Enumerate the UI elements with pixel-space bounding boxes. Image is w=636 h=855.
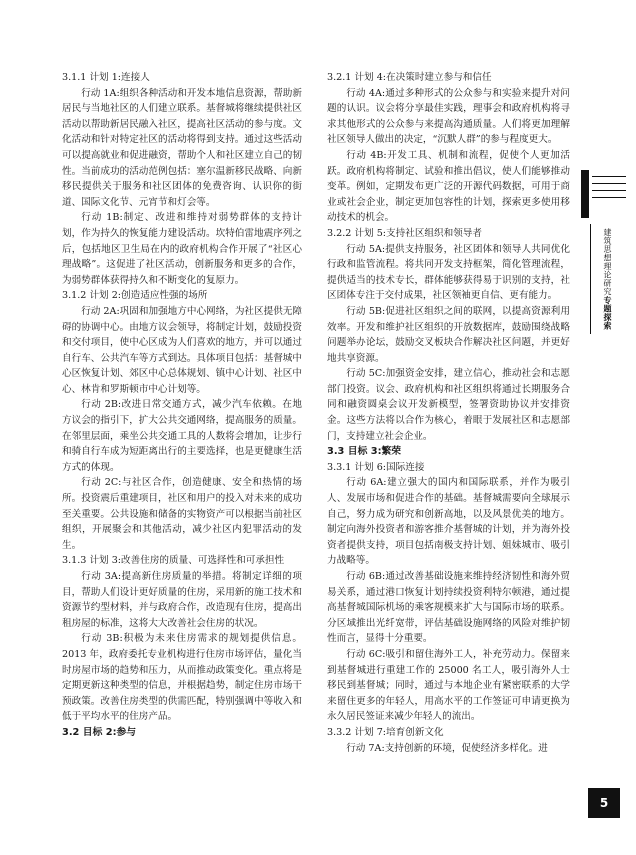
paragraph: 行动 4A:通过多种形式的公众参与和实验来提升对问题的认识。议会将分享最佳实践，理事会和政府机构将寻求其他形式的公众参与来提高沟通质量。人们将更加理解社区领导人做出的决定，“沉默人群”的参与程度更大。 (327, 87, 570, 146)
left-column (62, 70, 302, 741)
paragraph: 行动 2C:与社区合作，创造健康、安全和热情的场所。投资震后重建项目，社区和用户的投入对未来的成功至关重要。公共设施和储备的实物资产可以根据当前社区组织，开展聚会和其他活动，减少社区内犯罪活动的发生。 (62, 477, 302, 551)
running-section-label-bold: 专题探索 (603, 296, 612, 330)
paragraph: 行动 3A:提高新住房质量的举措。将制定详细的项目，帮助人们设计更好质量的住房，采用新的施工技术和资源节约型材料，并与政府合作，改造现有住房，提高出租房屋的标准，这将大大改善社会住房的状况。 (62, 571, 302, 629)
paragraph: 行动 1A:组织各种活动和开发本地信息资源，帮助新居民与当地社区的人们建立联系。基督城将继续提供社区活动以帮助新居民融入社区，提高社区活动的参与度。文化活动和针对特定社区的活动将得到支持。通过这些活动可以提高就业和促进融资，帮助个人和社区建立自己的韧性。当前成功的活动范例包括：塞尔温新移民战略、向新移民提供关于服务和社区团体的免费咨询、认识你的街道、国际文化节、元宵节和灯会等。 (62, 87, 302, 208)
paragraph: 行动 2B:改进日常交通方式，减少汽车依赖。在地方议会的指引下，扩大公共交通网络，提高服务的质量。在邻里层面，乘坐公共交通工具的人数将会增加，让步行和骑自行车成为短距离出行的主要选择，也是更健康生活方式的体现。 (62, 399, 302, 473)
paragraph: 行动 3B:积极为未来住房需求的规划提供信息。2013 年，政府委托专业机构进行住房市场评估，量化当时房屋市场的趋势和压力，从而推动政策变化。重点将是定期更新这种类型的信息，并根据趋势，制定住房市场干预政策。改善住房类型的供需匹配，特别强调中等收入和低于平均水平的住房产品。 (62, 633, 302, 723)
side-tab-band (581, 170, 589, 218)
paragraph: 行动 7A:支持创新的环境，促使经济多样化。进 (346, 742, 548, 754)
running-section-label-plain: 建筑思想理论研究 (603, 228, 612, 296)
paragraph: 行动 6B:通过改善基础设施来维持经济韧性和海外贸易关系，通过港口恢复计划持续投资利特尔顿港，通过提高基督城国际机场的乘客规模来扩大与国际市场的联系。分区域推出光纤宽带，评估基础设施网络的风险对维护韧性而言，显得十分重要。 (327, 571, 570, 645)
paragraph: 行动 5A:提供支持服务，社区团体和领导人共同优化行政和监管流程。将共同开发支持框架，简化管理流程，提供适当的技术专长，群体能够获得易于识别的支持，社区团体专注于交付成果，社区领袖更自信、更有能力。 (327, 243, 570, 302)
subsection-heading: 3.3.1 计划 6:国际连接 (327, 461, 425, 473)
section-heading: 3.3 目标 3:繁荣 (327, 446, 402, 458)
subsection-heading: 3.1.1 计划 1:连接人 (62, 72, 150, 83)
paragraph: 行动 5C:加强资金安排，建立信心，推动社会和志愿部门投资。议会、政府机构和社区组织将通过长期服务合同和融资圆桌会议开发新模型，签署资助协议并安排资金。这些方法将以合作为核心，着眼于发展社区和志愿部门，支持建立社会企业。 (327, 368, 570, 442)
subsection-heading: 3.1.3 计划 3:改善住房的质量、可选择性和可承担性 (62, 555, 285, 567)
paragraph: 行动 4B:开发工具、机制和流程，促使个人更加活跃。政府机构将制定、试验和推出倡议，使人们能够推动变革。例如，定期发布更广泛的开源代码数据，可用于商业或社会企业，制定更加包容性的计划，探索更多使用移动技术的机会。 (327, 149, 570, 224)
paragraph: 行动 1B:制定、改进和维持对弱势群体的支持计划，作为持久的恢复能力建设活动。坎特伯雷地震序列之后，包括地区卫生局在内的政府机构合作开展了“社区心理战略”。这促进了社区活动，创新服务和更多的合作，为弱势群体获得持久和不断变化的复原力。 (62, 212, 302, 286)
paragraph: 行动 5B:促进社区组织之间的联网，以提高资源利用效率。开发和维护社区组织的开放数据库，鼓励围绕战略问题举办论坛，鼓励交叉板块合作解决社区问题，并更好地共享资源。 (327, 305, 570, 364)
subsection-heading: 3.3.2 计划 7:培育创新文化 (327, 726, 444, 738)
running-section-label (600, 228, 614, 330)
paragraph: 行动 6A:建立强大的国内和国际联系，并作为吸引人、发展市场和促进合作的基础。基督城需要向全球展示自己，努力成为研究和创新高地，以及风景优美的地方。制定向海外投资者和游客推介基督城的计划，并为海外投资者提供支持，项目包括南极支持计划、姐妹城市、吸引力战略等。 (327, 477, 570, 567)
right-column (327, 70, 570, 756)
paragraph: 行动 6C:吸引和留住海外工人，补充劳动力。保留来到基督城进行重建工作的 25000 名工人，吸引海外人士移民到基督城；同时，通过与本地企业有紧密联系的大学来留住更多的年轻人，用高水平的工作签证可申请更换为永久居民签证来减少年轻人的流出。 (327, 648, 570, 723)
section-heading: 3.2 目标 2:参与 (62, 726, 137, 738)
page-number: 5 (588, 788, 620, 818)
subsection-heading: 3.2.2 计划 5:支持社区组织和领导者 (327, 227, 482, 239)
subsection-heading: 3.2.1 计划 4:在决策时建立参与和信任 (327, 72, 492, 83)
subsection-heading: 3.1.2 计划 2:创造适应性强的场所 (62, 290, 208, 302)
paragraph: 行动 2A:巩固和加强地方中心网络，为社区提供无障碍的协调中心。由地方议会领导，将制定计划，鼓励投资和交付项目，使中心区成为人们喜欢的地方，并可以通过自行车、公共汽车等方式到达。具体项目包括：基督城中心区恢复计划、郊区中心总体规划、镇中心计划、社区中心、林肯和罗斯顿市中心计划等。 (62, 305, 302, 395)
